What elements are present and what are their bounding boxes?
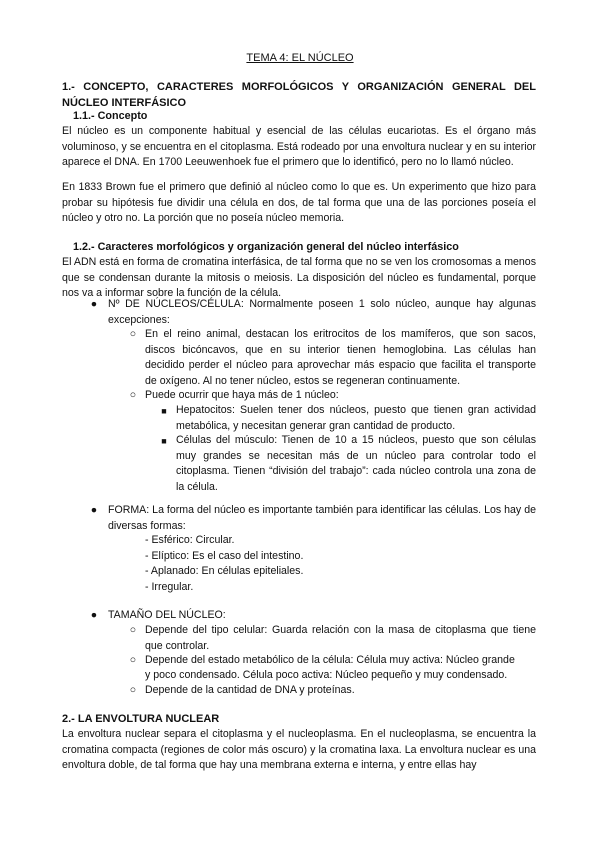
- bullet-shape: FORMA: La forma del núcleo es importante también para identificar las células. Los hay de diversas formas:: [108, 504, 536, 532]
- square-bullet-icon: ■: [161, 436, 167, 446]
- bullet-size: TAMAÑO DEL NÚCLEO:: [108, 609, 226, 621]
- bullet-dot-icon: ●: [90, 504, 98, 516]
- nuclear-envelope-paragraph: La envoltura nuclear separa el citoplasma y el nucleoplasma. En el nucleoplasma, se encuentra la cromatina compacta (regiones de color más oscuro) y la cromatina laxa. La envoltura nuclear es una envoltura doble, de tal forma que hay una membrana externa e interna, y entre ellas hay: [62, 728, 536, 772]
- section-1-heading: [62, 80, 536, 111]
- page-title: TEMA 4: EL NÚCLEO: [246, 52, 354, 64]
- shape-item-flattened: - Aplanado: En células epiteliales.: [145, 565, 304, 577]
- size-depends-metabolic-line2: y poco condensado. Célula poco activa: Núcleo pequeño y muy condensado.: [145, 669, 508, 681]
- concept-paragraph-2: En 1833 Brown fue el primero que definió al núcleo como lo que es. Un experimento que hizo para probar su hipótesis fue dividir una célula en dos, de tal forma que una de las porciones poseía el núcleo y otro no. La porción que no poseía núcleo memoria.: [62, 181, 536, 225]
- shape-item-irregular: - Irregular.: [145, 581, 194, 593]
- hepatocytes-item: Hepatocitos: Suelen tener dos núcleos, puesto que tienen gran actividad metabólica, y necesitan generar gran cantidad de producto.: [176, 404, 536, 432]
- section-1-heading-line2: NÚCLEO INTERFÁSICO: [62, 96, 187, 109]
- bullet-dot-icon: ●: [90, 609, 98, 621]
- size-depends-cell-type: Depende del tipo celular: Guarda relación con la masa de citoplasma que tiene que controlar.: [145, 624, 536, 652]
- erythrocytes-item: En el reino animal, destacan los eritrocitos de los mamíferos, que son sacos, discos bicóncavos, que en su interior tienen hemoglobina. Las células han decidido perder el núcleo para aprovechar más espacio que facilita el transporte de oxígeno. Al no tener núcleo, estos se regeneran continuamente.: [145, 328, 536, 387]
- section-1-heading-line1: 1.- CONCEPTO, CARACTERES MORFOLÓGICOS Y ORGANIZACIÓN GENERAL DEL: [62, 81, 536, 93]
- section-2-heading: 2.- LA ENVOLTURA NUCLEAR: [62, 713, 220, 725]
- subsection-1-2-heading: 1.2.- Caracteres morfológicos y organización general del núcleo interfásico: [73, 241, 459, 253]
- size-depends-dna: Depende de la cantidad de DNA y proteínas.: [145, 684, 355, 696]
- subsection-1-1-heading: 1.1.- Concepto: [73, 110, 148, 122]
- bullet-dot-icon: ●: [90, 298, 98, 310]
- muscle-cells-item: Células del músculo: Tienen de 10 a 15 núcleos, puesto que son células muy grandes se necesitan más de un núcleo para controlar todo el citoplasma. Tienen “división del trabajo”: cada núcleo controla una zona de la célula.: [176, 434, 536, 493]
- multiple-nuclei-item: Puede ocurrir que haya más de 1 núcleo:: [145, 389, 339, 401]
- morphology-paragraph: El ADN está en forma de cromatina interfásica, de tal forma que no se ven los cromosomas a menos que se condensan durante la mitosis o meiosis. La disposición del núcleo es fundamental, porque nos va a informar sobre la función de la célula.: [62, 256, 536, 300]
- circle-bullet-icon: ○: [129, 684, 137, 696]
- shape-item-elliptical: - Elíptico: Es el caso del intestino.: [145, 550, 304, 562]
- bullet-number-of-nuclei: Nº DE NÚCLEOS/CÉLULA: Normalmente poseen 1 solo núcleo, aunque hay algunas excepciones:: [108, 298, 536, 326]
- size-depends-metabolic-line1: Depende del estado metabólico de la célula: Célula muy activa: Núcleo grande: [145, 654, 515, 666]
- concept-paragraph-1: El núcleo es un componente habitual y esencial de las células eucariotas. Es el órgano más voluminoso, y se encuentra en el citoplasma. Está rodeado por una envoltura nuclear y en su interior aparece el DNA. En 1700 Leeuwenhoek fue el primero que lo identificó, pero no lo llamó núcleo.: [62, 125, 536, 169]
- circle-bullet-icon: ○: [129, 389, 137, 401]
- circle-bullet-icon: ○: [129, 624, 137, 636]
- square-bullet-icon: ■: [161, 406, 167, 416]
- circle-bullet-icon: ○: [129, 328, 137, 340]
- shape-item-spherical: - Esférico: Circular.: [145, 534, 235, 546]
- circle-bullet-icon: ○: [129, 654, 137, 666]
